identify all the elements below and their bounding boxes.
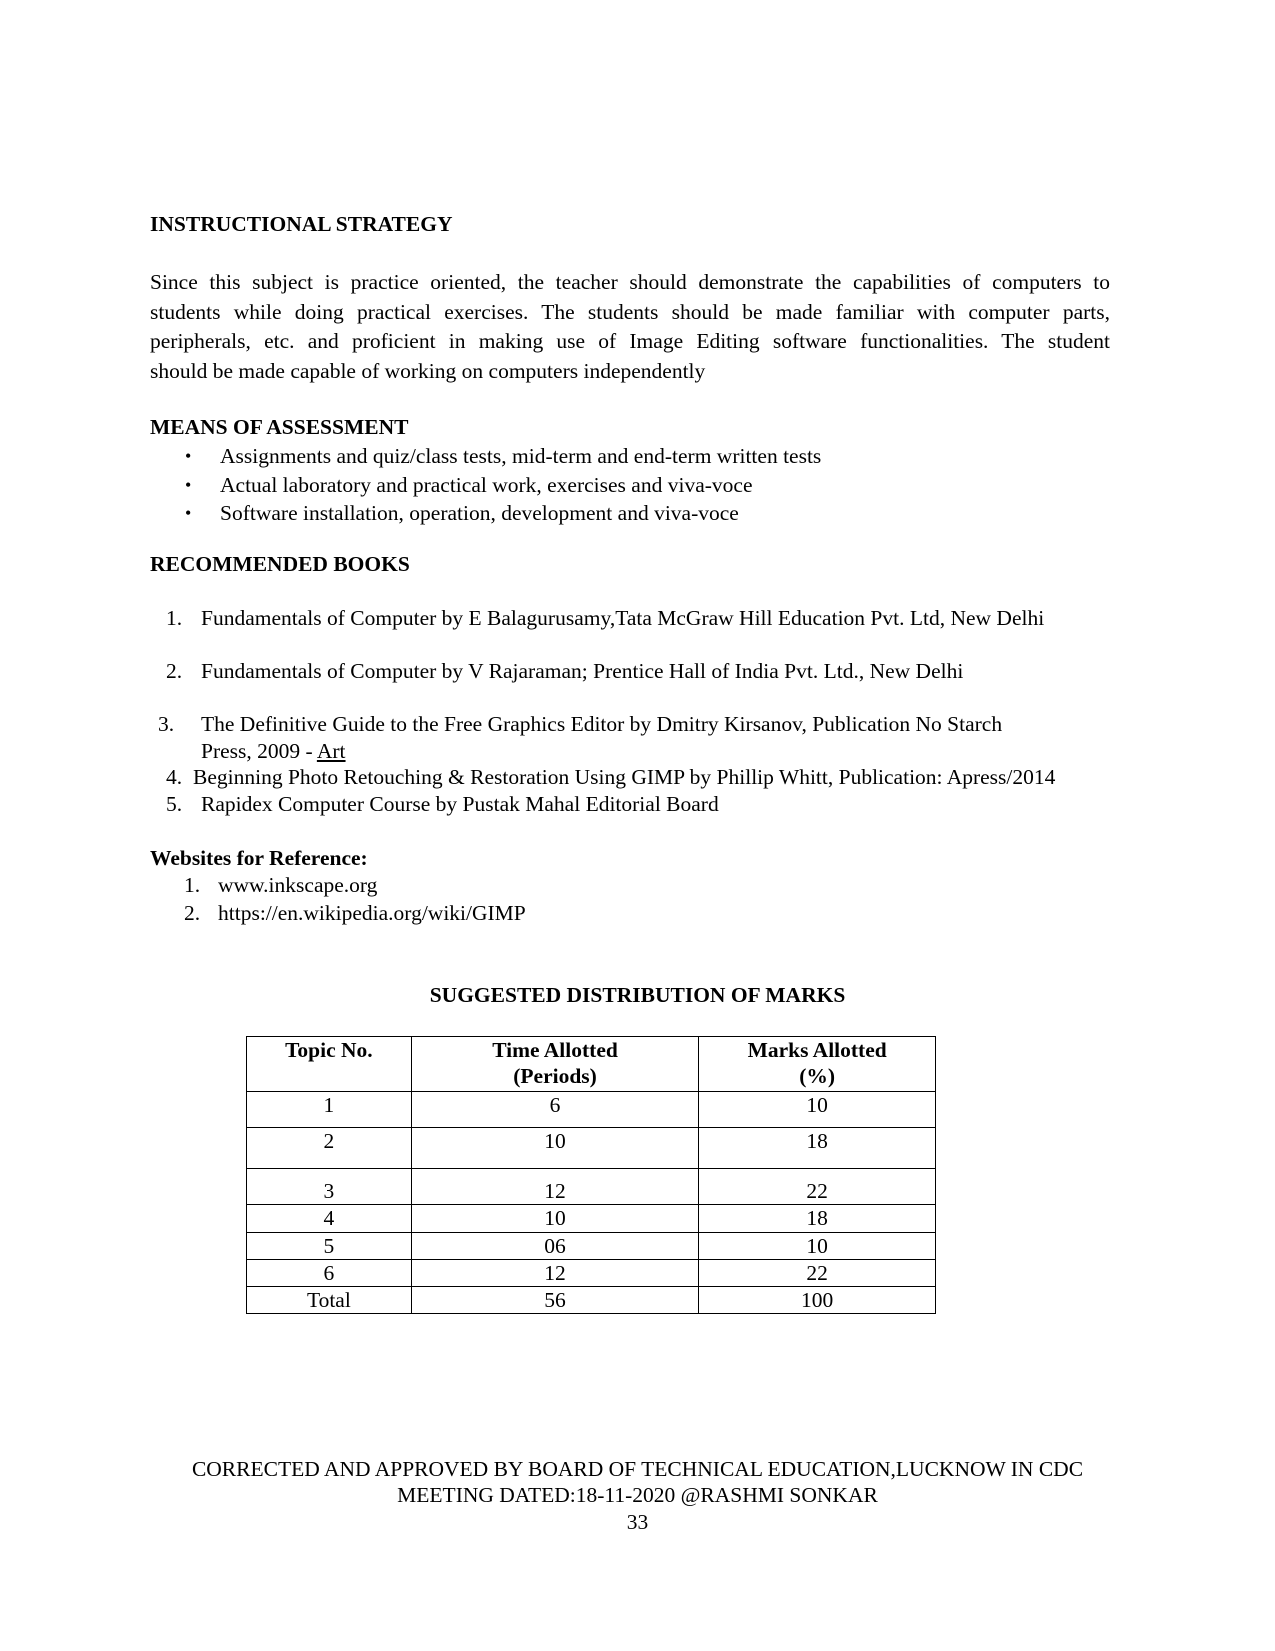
table-cell: 12 [411, 1260, 699, 1287]
recommended-books-heading: RECOMMENDED BOOKS [150, 552, 410, 576]
list-item-text: Actual laboratory and practical work, exercises and viva-voce [220, 472, 753, 497]
book-number: 5. [166, 792, 183, 816]
paragraph-line: peripherals, etc. and proficient in making use of Image Editing software functionalities. The student [150, 329, 1110, 353]
table-cell: 12 [411, 1169, 699, 1205]
websites-heading: Websites for Reference: [150, 846, 368, 870]
table-row [247, 1205, 936, 1233]
table-cell: 06 [411, 1233, 699, 1260]
marks-table-title: SUGGESTED DISTRIBUTION OF MARKS [429, 983, 846, 1007]
table-total-row [247, 1287, 936, 1314]
table-row [247, 1260, 936, 1287]
website-url[interactable]: www.inkscape.org [218, 873, 378, 897]
paragraph-line: should be made capable of working on computers independently [150, 358, 706, 383]
book-title: The Definitive Guide to the Free Graphics Editor by Dmitry Kirsanov, Publication No Starch [201, 712, 1003, 736]
book-number: 2. [166, 659, 183, 683]
table-cell: 10 [699, 1092, 936, 1128]
paragraph-line: Since this subject is practice oriented, the teacher should demonstrate the capabilities of computers to [150, 270, 1110, 294]
table-cell: 18 [699, 1128, 936, 1169]
page-number: 33 [626, 1510, 649, 1534]
column-header-marks [699, 1037, 936, 1092]
book-title: Fundamentals of Computer by V Rajaraman; Prentice Hall of India Pvt. Ltd., New Delhi [201, 659, 964, 683]
table-header-row [247, 1037, 936, 1092]
table-cell: 5 [247, 1233, 412, 1260]
book-title-line2: Press, 2009 - [201, 739, 317, 763]
header-line: (Periods) [513, 1064, 597, 1088]
list-item [150, 499, 821, 528]
table-cell: 22 [699, 1169, 936, 1205]
instructional-strategy-heading: INSTRUCTIONAL STRATEGY [150, 212, 453, 236]
list-item [150, 471, 821, 500]
footer-approval-line1: CORRECTED AND APPROVED BY BOARD OF TECHNICAL EDUCATION,LUCKNOW IN CDC [191, 1457, 1084, 1481]
table-cell: 100 [699, 1287, 936, 1314]
list-item-text: Assignments and quiz/class tests, mid-term and end-term written tests [220, 444, 822, 468]
book-title: Beginning Photo Retouching & Restoration Using GIMP by Phillip Whitt, Publication: Apress/2014 [193, 765, 1056, 789]
table-cell: 6 [411, 1092, 699, 1128]
table-row [247, 1169, 936, 1205]
table-row [247, 1128, 936, 1169]
book-number: 3. [158, 712, 175, 736]
table-cell: 56 [411, 1287, 699, 1314]
table-cell: 22 [699, 1260, 936, 1287]
means-of-assessment-heading: MEANS OF ASSESSMENT [150, 415, 409, 439]
table-cell: 4 [247, 1205, 412, 1233]
marks-distribution-table [246, 1036, 936, 1314]
art-link[interactable]: Art [316, 739, 346, 763]
table-cell: 10 [411, 1205, 699, 1233]
table-cell: 18 [699, 1205, 936, 1233]
table-cell: 2 [247, 1128, 412, 1169]
bullet-icon: • [185, 446, 192, 466]
table-cell: 1 [247, 1092, 412, 1128]
list-item-text: Software installation, operation, development and viva-voce [220, 501, 739, 525]
table-cell: 10 [411, 1128, 699, 1169]
paragraph-line: students while doing practical exercises. The students should be made familiar with computer parts, [150, 299, 1110, 324]
instructional-strategy-paragraph [150, 268, 1110, 386]
header-line: Marks Allotted [747, 1038, 887, 1062]
header-line: (%) [799, 1064, 836, 1088]
list-item [150, 442, 821, 471]
website-number: 1. [184, 873, 201, 897]
header-line: Topic No. [285, 1038, 373, 1062]
website-url[interactable]: https://en.wikipedia.org/wiki/GIMP [218, 901, 526, 925]
table-row [247, 1233, 936, 1260]
book-number: 4. [166, 765, 183, 789]
book-title: Fundamentals of Computer by E Balagurusamy,Tata McGraw Hill Education Pvt. Ltd, New Delhi [201, 606, 1045, 630]
book-title: Rapidex Computer Course by Pustak Mahal Editorial Board [201, 792, 719, 816]
table-row [247, 1092, 936, 1128]
bullet-icon: • [185, 474, 192, 495]
column-header-time [411, 1037, 699, 1092]
table-cell: 10 [699, 1233, 936, 1260]
bullet-icon: • [185, 503, 192, 523]
header-line: Time Allotted [492, 1038, 618, 1062]
table-cell: Total [247, 1287, 412, 1314]
table-cell: 3 [247, 1169, 412, 1205]
footer-approval-line2: MEETING DATED:18-11-2020 @RASHMI SONKAR [397, 1483, 878, 1507]
column-header-topic [247, 1037, 412, 1092]
book-title-continued [201, 739, 346, 764]
table-cell: 6 [247, 1260, 412, 1287]
website-number: 2. [184, 901, 201, 925]
assessment-list [150, 442, 821, 528]
book-number: 1. [166, 606, 183, 630]
